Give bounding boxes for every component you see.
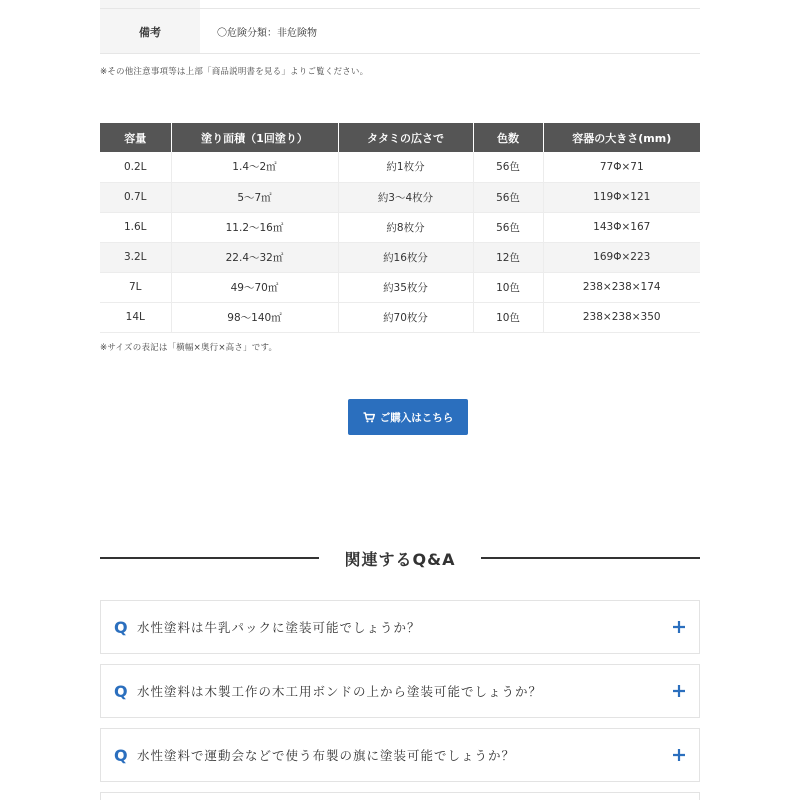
column-header-container-size: 容器の大きさ(mm) — [543, 123, 700, 152]
size-notation-note: ※サイズの表記は「横幅×奥行×高さ」です。 — [100, 343, 278, 353]
column-header-colors: 色数 — [473, 123, 543, 152]
column-header-capacity: 容量 — [100, 123, 171, 152]
q-mark: Q — [114, 617, 128, 637]
table-cell: 49～70㎡ — [171, 272, 338, 302]
table-cell: 0.2L — [100, 152, 171, 182]
table-cell: 119Φ×121 — [543, 182, 700, 212]
table-cell: 56色 — [473, 212, 543, 242]
column-header-tatami: タタミの広さで — [338, 123, 473, 152]
table-cell: 238×238×174 — [543, 272, 700, 302]
qa-question: 水性塗料は木製工作の木工用ボンドの上から塗装可能でしょうか？ — [137, 684, 543, 699]
q-mark: Q — [114, 681, 128, 701]
table-cell: 56色 — [473, 182, 543, 212]
qa-section-heading — [100, 546, 700, 570]
table-cell: 約16枚分 — [338, 242, 473, 272]
table-cell: 約35枚分 — [338, 272, 473, 302]
table-cell: 約70枚分 — [338, 302, 473, 332]
purchase-button[interactable] — [348, 399, 468, 435]
table-cell: 3.2L — [100, 242, 171, 272]
table-cell: 10色 — [473, 302, 543, 332]
table-header-row — [100, 123, 700, 152]
table-cell: 169Φ×223 — [543, 242, 700, 272]
table-cell: 1.4～2㎡ — [171, 152, 338, 182]
table-cell: 11.2～16㎡ — [171, 212, 338, 242]
spec-table — [100, 0, 700, 54]
table-cell: 12色 — [473, 242, 543, 272]
cart-icon — [363, 412, 375, 423]
table-row — [100, 212, 700, 242]
q-mark: Q — [114, 745, 128, 765]
table-cell: 0.7L — [100, 182, 171, 212]
expand-plus-icon[interactable] — [659, 685, 699, 697]
table-row — [100, 302, 700, 332]
spec-value: 〇危険分類：非危険物 — [217, 28, 317, 39]
table-row — [100, 272, 700, 302]
expand-plus-icon[interactable] — [659, 749, 699, 761]
table-cell: 5～7㎡ — [171, 182, 338, 212]
expand-plus-icon[interactable] — [659, 621, 699, 633]
table-cell: 14L — [100, 302, 171, 332]
table-cell: 約3～4枚分 — [338, 182, 473, 212]
table-cell: 238×238×350 — [543, 302, 700, 332]
qa-item[interactable] — [100, 792, 700, 800]
qa-item[interactable] — [100, 728, 700, 782]
table-cell: 約8枚分 — [338, 212, 473, 242]
column-header-coverage: 塗り面積（1回塗り） — [171, 123, 338, 152]
qa-item[interactable] — [100, 664, 700, 718]
table-cell: 56色 — [473, 152, 543, 182]
table-divider — [100, 8, 700, 9]
table-row — [100, 152, 700, 182]
table-cell: 約1枚分 — [338, 152, 473, 182]
table-cell: 22.4～32㎡ — [171, 242, 338, 272]
qa-section-title: 関連するQ&A — [344, 549, 456, 569]
other-notes-text: ※その他注意事項等は上部「商品説明書を見る」よりご覧ください。 — [100, 67, 369, 77]
table-cell: 1.6L — [100, 212, 171, 242]
heading-divider-right — [481, 557, 700, 559]
qa-item[interactable] — [100, 600, 700, 654]
spec-label: 備考 — [100, 0, 200, 53]
qa-question: 水性塗料で運動会などで使う布製の旗に塗装可能でしょうか？ — [137, 748, 516, 763]
table-cell: 7L — [100, 272, 171, 302]
table-cell: 98～140㎡ — [171, 302, 338, 332]
table-cell: 77Φ×71 — [543, 152, 700, 182]
purchase-button-label: ご購入はこちら — [379, 411, 454, 424]
table-cell: 143Φ×167 — [543, 212, 700, 242]
size-table — [100, 123, 700, 333]
table-cell: 10色 — [473, 272, 543, 302]
qa-question: 水性塗料は牛乳パックに塗装可能でしょうか？ — [137, 620, 421, 635]
heading-divider-left — [100, 557, 319, 559]
table-row — [100, 182, 700, 212]
table-row — [100, 242, 700, 272]
